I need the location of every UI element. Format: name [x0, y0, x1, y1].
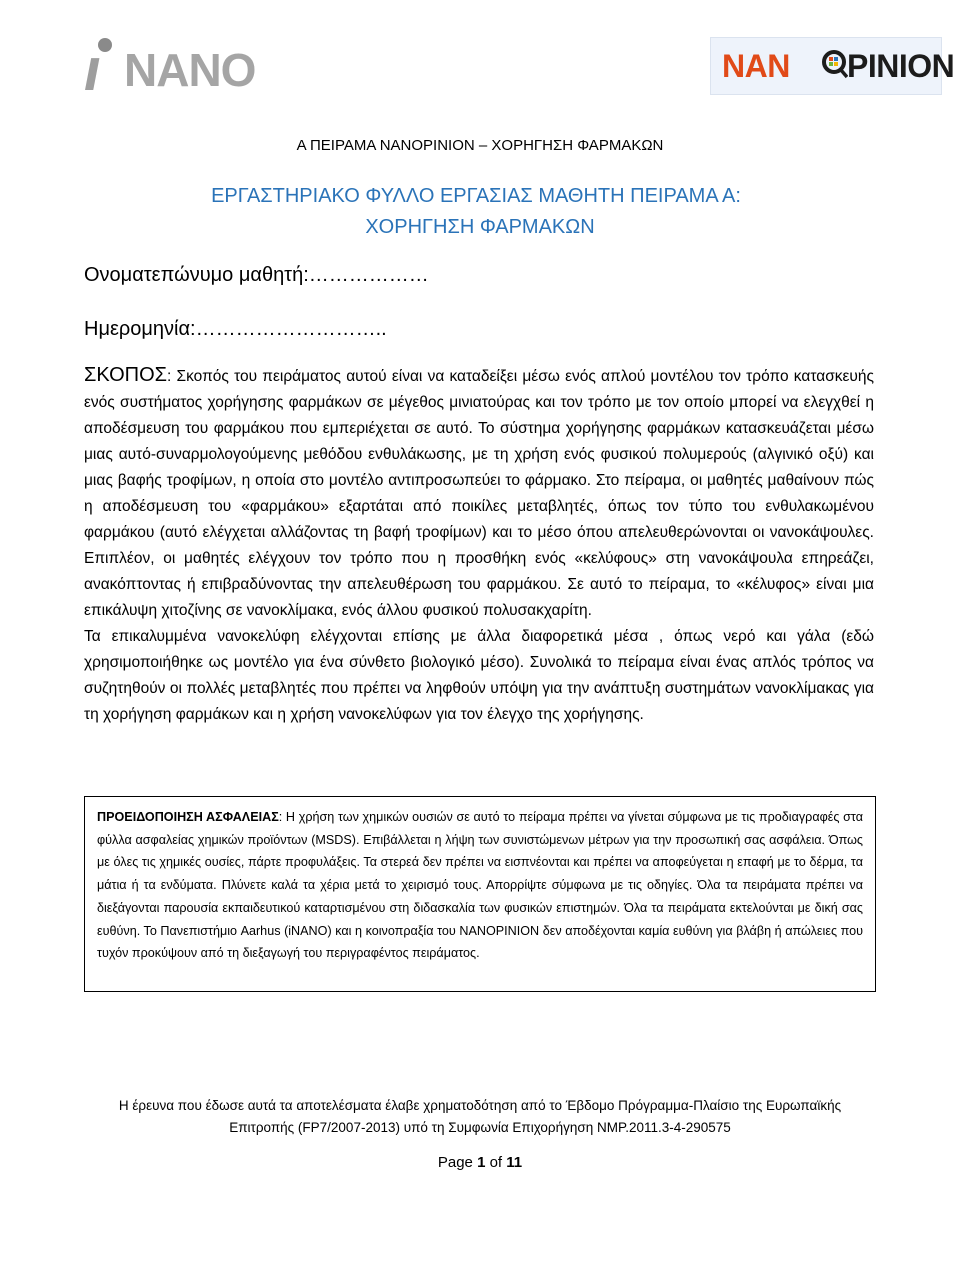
- logo-dot: [98, 38, 112, 52]
- scope-paragraph-2: Τα επικαλυμμένα νανοκελύφη ελέγχονται επίσης με άλλα διαφορετικά μέσα , όπως νερό και γάλα (εδώ χρησιμοποιήθηκε ως μοντέλο για ένα σύνθετο βιολογικό μέσο). Συνολικά το πείραμα είναι ένας απλός τρόπος να συζητηθούν οι πολλές μεταβλητές που πρέπει να ληφθούν υπόψη για την ανάπτυξη συστημάτων νανοκλίμακας για τη χορήγηση φαρμάκων και η χρήση νανοκελύφων για τον έλεγχο της χορήγησης.: [84, 628, 874, 723]
- magnifier-o-icon: [821, 49, 848, 79]
- funding-footnote: [0, 1095, 960, 1139]
- scope-label: ΣΚΟΠΟΣ: [84, 364, 168, 386]
- funding-line1: Η έρευνα που έδωσε αυτά τα αποτελέσματα έλαβε χρηματοδότηση από το Έβδομο Πρόγραμμα-Πλαίσιο της Ευρωπαϊκής: [118, 1098, 842, 1113]
- page-total: 11: [506, 1154, 523, 1171]
- scope-section: [84, 362, 874, 728]
- document-title-line2: ΧΟΡΗΓΗΣΗ ΦΑΡΜΑΚΩΝ: [365, 216, 595, 238]
- warning-label: ΠΡΟΕΙΔΟΠΟΙΗΣΗ ΑΣΦΑΛΕΙΑΣ: [97, 810, 279, 824]
- scope-text: : Σκοπός του πειράματος αυτού είναι να καταδείξει μέσω ενός απλού μοντέλου τον τρόπο κατασκευής ενός συστήματος χορήγησης φαρμάκων σε μέγεθος μινιατούρας και τον τρόπο με τον οποίο μπορεί να ελεγχθεί η αποδέσμευση του φαρμάκου που εμπεριέχεται σε αυτό. Το σύστημα χορήγησης φαρμάκων κατασκευάζεται μέσω μιας αυτό-συναρμολογούμενης μεθόδου ενθυλάκωσης, με τη χρήση ενός φυσικού πολυμερούς (αλγινικό οξύ) και μιας βαφής τροφίμων, η οποία στο μοντέλο αντιπροσωπεύει το φάρμακο. Στο πείραμα, οι μαθητές μαθαίνουν πώς η αποδέσμευση του «φαρμάκου» εξαρτάται από ποικίλες μεταβλητές, όπως τον τύπο του ενθυλακωμένου φαρμάκου (αυτό ελέγχεται αλλάζοντας τη βαφή τροφίμων) και το μέσο όπου απελευθερώνονται οι νανοκάψουλες. Επιπλέον, οι μαθητές ελέγχουν τον τρόπο που η προσθήκη ενός «κελύφους» στη νανοκάψουλα επηρεάζει, ανακόπτοντας ή επιβραδύνοντας την απελευθέρωση του φαρμάκου. Σε αυτό το πείραμα, το «κέλυφος» είναι μια επικάλυψη χιτοζίνης σε νανοκλίμακα, ενός άλλου φυσικού πολυσακχαρίτη.: [84, 368, 874, 619]
- logo-nanopinion-part2: PINION: [847, 48, 955, 84]
- logo-inano-text: NANO: [124, 44, 256, 96]
- warning-text: : Η χρήση των χημικών ουσιών σε αυτό το πείραμα πρέπει να γίνεται σύμφωνα με τις προδιαγραφές στα φύλλα ασφαλείας χημικών προϊόντων (MSDS). Επιβάλλεται η λήψη των συνιστώμενων μέτρων για την προσωπική σας ασφάλεια. Όπως με όλες τις χημικές ουσίες, πάρτε προφυλάξεις. Τα στερεά δεν πρέπει να εισπνέονται και πρέπει να αποφεύγεται η επαφή με το δέρμα, τα μάτια ή τα ενδύματα. Πλύνετε καλά τα χέρια μετά το χειρισμό τους. Απορρίψτε σύμφωνα με τις οδηγίες. Όλα τα πειράματα πρέπει να διεξάγονται παρουσία εκπαιδευτικού καταρτισμένου στη διδασκαλία των φυσικών επιστημών. Όλα τα πειράματα εκτελούνται με δική σας ευθύνη. Το Πανεπιστήμιο Aarhus (iNANO) και η κοινοπραξία του NANOPINION δεν αποδέχονται καμία ευθύνη για βλάβη ή απώλειες που τυχόν προκύψουν από τη διεξαγωγή του περιγραφέντος πειράματος.: [97, 810, 863, 961]
- logo-i-glyph: ı: [84, 36, 99, 103]
- safety-warning-box: [84, 796, 876, 992]
- student-name-field: Ονοματεπώνυμο μαθητή:………………: [84, 264, 429, 286]
- document-header: Α ΠΕΙΡΑΜΑ NANOPINION – ΧΟΡΗΓΗΣΗ ΦΑΡΜΑΚΩΝ: [296, 137, 664, 154]
- page-current: 1: [477, 1154, 486, 1171]
- nanopinion-logo: [710, 37, 955, 95]
- date-field: Ημερομηνία:………………………..: [84, 318, 387, 340]
- page-word: Page: [437, 1154, 473, 1171]
- page-of: of: [489, 1154, 503, 1171]
- funding-line2: Επιτροπής (FP7/2007-2013) υπό τη Συμφωνία Επιχορήγηση NMP.2011.3-4-290575: [229, 1120, 731, 1135]
- page-number: [0, 1153, 960, 1173]
- document-title-line1: ΕΡΓΑΣΤΗΡΙΑΚΟ ΦΥΛΛΟ ΕΡΓΑΣΙΑΣ ΜΑΘΗΤΗ ΠΕΙΡΑΜΑ Α:: [211, 185, 741, 207]
- logo-nanopinion-part1: NAN: [722, 48, 790, 84]
- inano-logo: [84, 36, 256, 103]
- scope-paragraph: [84, 362, 874, 624]
